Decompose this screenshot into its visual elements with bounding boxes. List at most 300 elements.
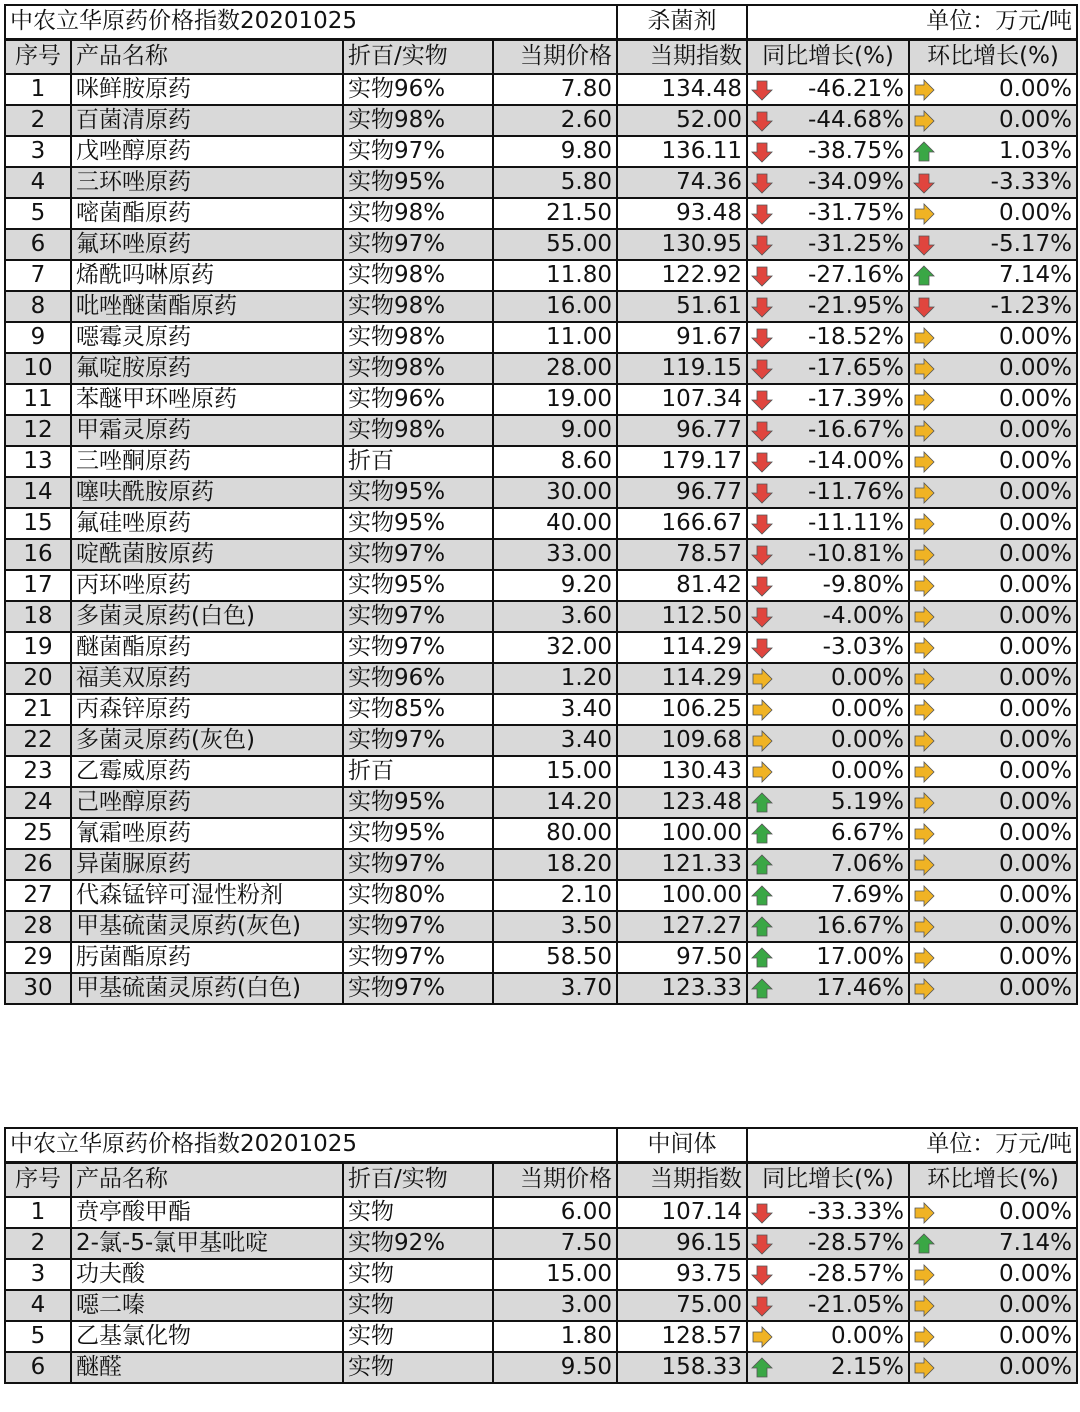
product-spec: 实物97% — [343, 601, 493, 632]
mom-change — [909, 198, 1077, 229]
table-row — [5, 911, 1077, 942]
mom-change-value: 0.00% — [998, 417, 1073, 443]
product-name: 乙基氯化物 — [71, 1321, 343, 1352]
row-number: 27 — [5, 880, 71, 911]
up-arrow-icon — [751, 823, 773, 845]
mom-change-value: 7.14% — [998, 1230, 1073, 1256]
current-price: 32.00 — [493, 632, 617, 663]
column-header: 环比增长(%) — [909, 1162, 1077, 1197]
current-price: 7.50 — [493, 1228, 617, 1259]
product-name: 己唑醇原药 — [71, 787, 343, 818]
current-index: 121.33 — [617, 849, 747, 880]
current-index: 96.77 — [617, 415, 747, 446]
product-name: 贲亭酸甲酯 — [71, 1197, 343, 1228]
mom-change — [909, 105, 1077, 136]
yoy-change — [747, 694, 909, 725]
product-spec: 实物97% — [343, 632, 493, 663]
mom-change — [909, 291, 1077, 322]
current-index: 119.15 — [617, 353, 747, 384]
table-row — [5, 1290, 1077, 1321]
table-row — [5, 849, 1077, 880]
mom-change-value: 0.00% — [998, 820, 1073, 846]
up-arrow-icon — [913, 265, 935, 287]
product-name: 醚菌酯原药 — [71, 632, 343, 663]
up-arrow-icon — [751, 1357, 773, 1379]
yoy-change — [747, 756, 909, 787]
row-number: 7 — [5, 260, 71, 291]
current-price: 9.20 — [493, 570, 617, 601]
product-spec: 实物96% — [343, 74, 493, 105]
mom-change-value: 0.00% — [998, 355, 1073, 381]
current-index: 75.00 — [617, 1290, 747, 1321]
down-arrow-icon — [751, 358, 773, 380]
row-number: 23 — [5, 756, 71, 787]
down-arrow-icon — [913, 296, 935, 318]
mom-change — [909, 849, 1077, 880]
current-index: 130.95 — [617, 229, 747, 260]
yoy-change — [747, 601, 909, 632]
current-index: 158.33 — [617, 1352, 747, 1383]
yoy-change-value: -27.16% — [808, 262, 905, 288]
mom-change — [909, 415, 1077, 446]
current-price: 5.80 — [493, 167, 617, 198]
mom-change — [909, 1259, 1077, 1290]
mom-change — [909, 632, 1077, 663]
mom-change — [909, 477, 1077, 508]
product-spec: 实物92% — [343, 1228, 493, 1259]
product-spec: 实物80% — [343, 880, 493, 911]
yoy-change-value: -11.76% — [808, 479, 905, 505]
current-price: 30.00 — [493, 477, 617, 508]
current-price: 15.00 — [493, 756, 617, 787]
current-index: 51.61 — [617, 291, 747, 322]
sheet-title: 中农立华原药价格指数20201025 — [5, 1128, 617, 1162]
table-row — [5, 167, 1077, 198]
table-row — [5, 74, 1077, 105]
current-index: 136.11 — [617, 136, 747, 167]
table-row — [5, 787, 1077, 818]
product-spec: 实物95% — [343, 508, 493, 539]
mom-change — [909, 446, 1077, 477]
product-spec: 实物 — [343, 1290, 493, 1321]
mom-change — [909, 911, 1077, 942]
right-arrow-icon — [913, 637, 935, 659]
yoy-change — [747, 911, 909, 942]
mom-change — [909, 260, 1077, 291]
up-arrow-icon — [913, 141, 935, 163]
category-label: 杀菌剂 — [617, 5, 747, 39]
table-row — [5, 756, 1077, 787]
product-name: 噁霉灵原药 — [71, 322, 343, 353]
right-arrow-icon — [913, 792, 935, 814]
current-index: 114.29 — [617, 663, 747, 694]
current-price: 11.80 — [493, 260, 617, 291]
down-arrow-icon — [751, 296, 773, 318]
yoy-change — [747, 787, 909, 818]
up-arrow-icon — [751, 916, 773, 938]
row-number: 2 — [5, 105, 71, 136]
mom-change — [909, 229, 1077, 260]
product-name: 噁二嗪 — [71, 1290, 343, 1321]
mom-change — [909, 136, 1077, 167]
up-arrow-icon — [751, 854, 773, 876]
current-index: 128.57 — [617, 1321, 747, 1352]
mom-change — [909, 818, 1077, 849]
current-index: 93.48 — [617, 198, 747, 229]
right-arrow-icon — [913, 513, 935, 535]
mom-change — [909, 880, 1077, 911]
right-arrow-icon — [913, 854, 935, 876]
table-row — [5, 942, 1077, 973]
product-spec: 实物95% — [343, 570, 493, 601]
current-index: 96.15 — [617, 1228, 747, 1259]
current-price: 8.60 — [493, 446, 617, 477]
current-price: 6.00 — [493, 1197, 617, 1228]
yoy-change-value: 16.67% — [816, 913, 905, 939]
right-arrow-icon — [913, 978, 935, 1000]
product-name: 福美双原药 — [71, 663, 343, 694]
current-price: 7.80 — [493, 74, 617, 105]
table-row — [5, 539, 1077, 570]
table-row — [5, 880, 1077, 911]
current-index: 106.25 — [617, 694, 747, 725]
right-arrow-icon — [913, 451, 935, 473]
table-row — [5, 446, 1077, 477]
mom-change-value: 0.00% — [998, 913, 1073, 939]
down-arrow-icon — [751, 389, 773, 411]
table-row — [5, 353, 1077, 384]
product-name: 三环唑原药 — [71, 167, 343, 198]
right-arrow-icon — [913, 482, 935, 504]
down-arrow-icon — [913, 234, 935, 256]
yoy-change — [747, 1321, 909, 1352]
current-price: 3.50 — [493, 911, 617, 942]
down-arrow-icon — [751, 451, 773, 473]
table-row — [5, 508, 1077, 539]
product-spec: 实物95% — [343, 787, 493, 818]
right-arrow-icon — [751, 761, 773, 783]
current-price: 2.10 — [493, 880, 617, 911]
right-arrow-icon — [913, 79, 935, 101]
table-row — [5, 477, 1077, 508]
down-arrow-icon — [913, 172, 935, 194]
yoy-change-value: 0.00% — [830, 696, 905, 722]
table-row — [5, 1321, 1077, 1352]
right-arrow-icon — [751, 699, 773, 721]
table-row — [5, 1228, 1077, 1259]
mom-change — [909, 973, 1077, 1004]
table-row — [5, 229, 1077, 260]
right-arrow-icon — [913, 575, 935, 597]
yoy-change-value: -10.81% — [808, 541, 905, 567]
product-name: 多菌灵原药(白色) — [71, 601, 343, 632]
current-index: 130.43 — [617, 756, 747, 787]
yoy-change-value: -21.95% — [808, 293, 905, 319]
right-arrow-icon — [913, 885, 935, 907]
yoy-change-value: -17.65% — [808, 355, 905, 381]
mom-change — [909, 663, 1077, 694]
current-index: 123.33 — [617, 973, 747, 1004]
down-arrow-icon — [751, 203, 773, 225]
product-spec: 实物97% — [343, 539, 493, 570]
right-arrow-icon — [913, 668, 935, 690]
table-row — [5, 1197, 1077, 1228]
product-spec: 实物 — [343, 1259, 493, 1290]
right-arrow-icon — [751, 730, 773, 752]
row-number: 20 — [5, 663, 71, 694]
right-arrow-icon — [913, 947, 935, 969]
current-price: 11.00 — [493, 322, 617, 353]
product-name: 氟硅唑原药 — [71, 508, 343, 539]
row-number: 2 — [5, 1228, 71, 1259]
yoy-change — [747, 446, 909, 477]
product-name: 嘧菌酯原药 — [71, 198, 343, 229]
product-spec: 实物98% — [343, 105, 493, 136]
down-arrow-icon — [751, 606, 773, 628]
yoy-change-value: 7.69% — [830, 882, 905, 908]
row-number: 16 — [5, 539, 71, 570]
yoy-change-value: 7.06% — [830, 851, 905, 877]
current-index: 107.34 — [617, 384, 747, 415]
row-number: 13 — [5, 446, 71, 477]
product-name: 2-氯-5-氯甲基吡啶 — [71, 1228, 343, 1259]
column-header: 环比增长(%) — [909, 39, 1077, 74]
category-label: 中间体 — [617, 1128, 747, 1162]
yoy-change — [747, 539, 909, 570]
current-index: 114.29 — [617, 632, 747, 663]
current-price: 28.00 — [493, 353, 617, 384]
current-price: 14.20 — [493, 787, 617, 818]
current-price: 3.60 — [493, 601, 617, 632]
row-number: 24 — [5, 787, 71, 818]
row-number: 5 — [5, 1321, 71, 1352]
product-spec: 实物97% — [343, 229, 493, 260]
yoy-change — [747, 353, 909, 384]
mom-change — [909, 1352, 1077, 1383]
product-spec: 实物97% — [343, 136, 493, 167]
mom-change-value: 0.00% — [998, 324, 1073, 350]
right-arrow-icon — [913, 327, 935, 349]
product-name: 异菌脲原药 — [71, 849, 343, 880]
product-name: 甲基硫菌灵原药(灰色) — [71, 911, 343, 942]
current-index: 78.57 — [617, 539, 747, 570]
product-spec: 实物98% — [343, 322, 493, 353]
row-number: 9 — [5, 322, 71, 353]
intermediate-price-table — [4, 1127, 1078, 1384]
row-number: 15 — [5, 508, 71, 539]
product-name: 苯醚甲环唑原药 — [71, 384, 343, 415]
table-row — [5, 973, 1077, 1004]
current-index: 52.00 — [617, 105, 747, 136]
right-arrow-icon — [913, 823, 935, 845]
yoy-change-value: 0.00% — [830, 1323, 905, 1349]
yoy-change — [747, 973, 909, 1004]
table-row — [5, 136, 1077, 167]
table-row — [5, 725, 1077, 756]
yoy-change — [747, 136, 909, 167]
current-index: 134.48 — [617, 74, 747, 105]
down-arrow-icon — [751, 265, 773, 287]
row-number: 11 — [5, 384, 71, 415]
yoy-change — [747, 167, 909, 198]
product-name: 烯酰吗啉原药 — [71, 260, 343, 291]
down-arrow-icon — [751, 79, 773, 101]
fungicide-price-table — [4, 4, 1078, 1005]
product-name: 乙霉威原药 — [71, 756, 343, 787]
column-header: 折百/实物 — [343, 1162, 493, 1197]
product-spec: 实物95% — [343, 477, 493, 508]
yoy-change-value: -4.00% — [822, 603, 905, 629]
yoy-change-value: 0.00% — [830, 665, 905, 691]
yoy-change — [747, 880, 909, 911]
row-number: 21 — [5, 694, 71, 725]
current-index: 112.50 — [617, 601, 747, 632]
column-header-row — [5, 1162, 1077, 1197]
current-price: 1.80 — [493, 1321, 617, 1352]
yoy-change-value: 6.67% — [830, 820, 905, 846]
yoy-change — [747, 1228, 909, 1259]
table-row — [5, 415, 1077, 446]
mom-change — [909, 694, 1077, 725]
yoy-change-value: -46.21% — [808, 76, 905, 102]
row-number: 30 — [5, 973, 71, 1004]
yoy-change-value: 0.00% — [830, 758, 905, 784]
current-index: 166.67 — [617, 508, 747, 539]
mom-change-value: -5.17% — [990, 231, 1073, 257]
mom-change — [909, 322, 1077, 353]
yoy-change — [747, 818, 909, 849]
unit-label: 单位：万元/吨 — [747, 1128, 1077, 1162]
row-number: 10 — [5, 353, 71, 384]
table-row — [5, 322, 1077, 353]
row-number: 29 — [5, 942, 71, 973]
mom-change-value: 0.00% — [998, 944, 1073, 970]
product-name: 氟环唑原药 — [71, 229, 343, 260]
mom-change-value: 0.00% — [998, 1199, 1073, 1225]
down-arrow-icon — [751, 1202, 773, 1224]
yoy-change — [747, 477, 909, 508]
current-price: 3.00 — [493, 1290, 617, 1321]
product-spec: 实物97% — [343, 725, 493, 756]
current-price: 19.00 — [493, 384, 617, 415]
mom-change-value: 0.00% — [998, 789, 1073, 815]
product-spec: 实物97% — [343, 849, 493, 880]
yoy-change-value: -44.68% — [808, 107, 905, 133]
current-index: 100.00 — [617, 818, 747, 849]
yoy-change-value: -18.52% — [808, 324, 905, 350]
mom-change-value: 0.00% — [998, 851, 1073, 877]
mom-change-value: 0.00% — [998, 1354, 1073, 1380]
down-arrow-icon — [751, 172, 773, 194]
product-spec: 实物96% — [343, 663, 493, 694]
yoy-change — [747, 229, 909, 260]
row-number: 25 — [5, 818, 71, 849]
column-header-row — [5, 39, 1077, 74]
row-number: 3 — [5, 1259, 71, 1290]
row-number: 1 — [5, 1197, 71, 1228]
table-row — [5, 601, 1077, 632]
mom-change-value: 0.00% — [998, 107, 1073, 133]
right-arrow-icon — [913, 916, 935, 938]
mom-change-value: -3.33% — [990, 169, 1073, 195]
yoy-change — [747, 1290, 909, 1321]
product-name: 丙环唑原药 — [71, 570, 343, 601]
down-arrow-icon — [751, 110, 773, 132]
yoy-change-value: -14.00% — [808, 448, 905, 474]
mom-change-value: 0.00% — [998, 572, 1073, 598]
down-arrow-icon — [751, 234, 773, 256]
current-price: 9.00 — [493, 415, 617, 446]
yoy-change — [747, 632, 909, 663]
column-header: 序号 — [5, 39, 71, 74]
down-arrow-icon — [751, 544, 773, 566]
product-name: 甲霜灵原药 — [71, 415, 343, 446]
right-arrow-icon — [751, 668, 773, 690]
yoy-change-value: -34.09% — [808, 169, 905, 195]
current-price: 15.00 — [493, 1259, 617, 1290]
row-number: 28 — [5, 911, 71, 942]
product-spec: 实物97% — [343, 973, 493, 1004]
product-spec: 实物 — [343, 1352, 493, 1383]
mom-change — [909, 756, 1077, 787]
right-arrow-icon — [913, 1264, 935, 1286]
row-number: 26 — [5, 849, 71, 880]
mom-change-value: 0.00% — [998, 200, 1073, 226]
right-arrow-icon — [913, 110, 935, 132]
product-spec: 实物96% — [343, 384, 493, 415]
product-spec: 折百 — [343, 756, 493, 787]
mom-change — [909, 167, 1077, 198]
yoy-change-value: -21.05% — [808, 1292, 905, 1318]
mom-change — [909, 725, 1077, 756]
row-number: 14 — [5, 477, 71, 508]
down-arrow-icon — [751, 513, 773, 535]
mom-change-value: 7.14% — [998, 262, 1073, 288]
down-arrow-icon — [751, 482, 773, 504]
yoy-change-value: -3.03% — [822, 634, 905, 660]
product-name: 代森锰锌可湿性粉剂 — [71, 880, 343, 911]
column-header: 产品名称 — [71, 1162, 343, 1197]
yoy-change-value: -31.75% — [808, 200, 905, 226]
right-arrow-icon — [913, 544, 935, 566]
mom-change-value: 0.00% — [998, 541, 1073, 567]
product-name: 氟啶胺原药 — [71, 353, 343, 384]
table-row — [5, 198, 1077, 229]
mom-change-value: 0.00% — [998, 448, 1073, 474]
right-arrow-icon — [913, 761, 935, 783]
yoy-change-value: 0.00% — [830, 727, 905, 753]
mom-change-value: 0.00% — [998, 76, 1073, 102]
current-index: 91.67 — [617, 322, 747, 353]
column-header: 同比增长(%) — [747, 39, 909, 74]
current-price: 9.80 — [493, 136, 617, 167]
current-index: 107.14 — [617, 1197, 747, 1228]
right-arrow-icon — [913, 1326, 935, 1348]
product-name: 功夫酸 — [71, 1259, 343, 1290]
current-index: 81.42 — [617, 570, 747, 601]
mom-change-value: 0.00% — [998, 634, 1073, 660]
down-arrow-icon — [751, 637, 773, 659]
mom-change — [909, 601, 1077, 632]
yoy-change — [747, 260, 909, 291]
yoy-change — [747, 663, 909, 694]
product-spec: 实物98% — [343, 415, 493, 446]
table-row — [5, 818, 1077, 849]
table-row — [5, 694, 1077, 725]
product-name: 甲基硫菌灵原药(白色) — [71, 973, 343, 1004]
yoy-change — [747, 322, 909, 353]
product-name: 噻呋酰胺原药 — [71, 477, 343, 508]
